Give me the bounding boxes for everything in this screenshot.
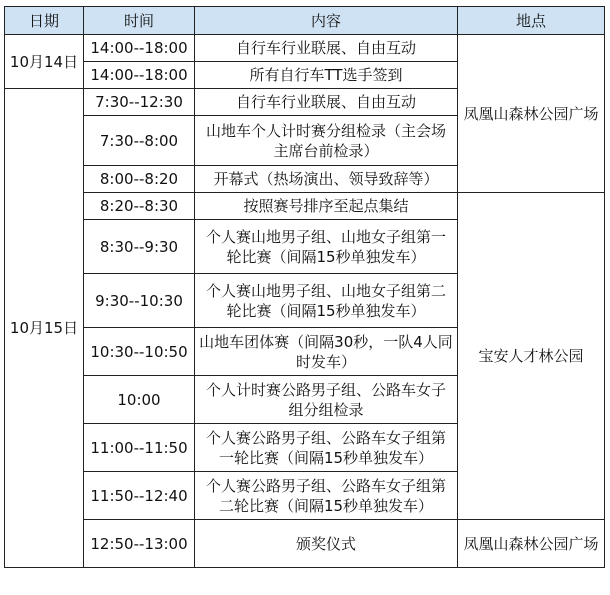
header-date: 日期 xyxy=(5,7,84,35)
place-cell: 凤凰山森林公园广场 xyxy=(458,35,605,193)
content-cell: 自行车行业联展、自由互动 xyxy=(195,89,458,116)
content-cell: 个人赛公路男子组、公路车女子组第二轮比赛（间隔15秒单独发车） xyxy=(195,472,458,520)
content-cell: 颁奖仪式 xyxy=(195,520,458,568)
date-cell: 10月14日 xyxy=(5,35,84,89)
time-cell: 7:30--8:00 xyxy=(84,116,195,166)
date-cell: 10月15日 xyxy=(5,89,84,568)
time-cell: 8:20--8:30 xyxy=(84,193,195,220)
place-cell: 宝安人才林公园 xyxy=(458,193,605,520)
time-cell: 11:00--11:50 xyxy=(84,424,195,472)
content-cell: 开幕式（热场演出、领导致辞等） xyxy=(195,166,458,193)
time-cell: 8:00--8:20 xyxy=(84,166,195,193)
time-cell: 14:00--18:00 xyxy=(84,62,195,89)
header-row xyxy=(5,7,605,35)
header-place: 地点 xyxy=(458,7,605,35)
time-cell: 7:30--12:30 xyxy=(84,89,195,116)
time-cell: 14:00--18:00 xyxy=(84,35,195,62)
content-cell: 所有自行车TT选手签到 xyxy=(195,62,458,89)
content-cell: 个人赛山地男子组、山地女子组第二轮比赛（间隔15秒单独发车） xyxy=(195,274,458,328)
time-cell: 11:50--12:40 xyxy=(84,472,195,520)
content-cell: 个人赛公路男子组、公路车女子组第一轮比赛（间隔15秒单独发车） xyxy=(195,424,458,472)
time-cell: 9:30--10:30 xyxy=(84,274,195,328)
time-cell: 10:00 xyxy=(84,376,195,424)
time-cell: 8:30--9:30 xyxy=(84,220,195,274)
time-cell: 12:50--13:00 xyxy=(84,520,195,568)
table-row xyxy=(5,520,605,568)
content-cell: 个人计时赛公路男子组、公路车女子组分组检录 xyxy=(195,376,458,424)
header-time: 时间 xyxy=(84,7,195,35)
content-cell: 个人赛山地男子组、山地女子组第一轮比赛（间隔15秒单独发车） xyxy=(195,220,458,274)
content-cell: 山地车团体赛（间隔30秒，一队4人同时发车） xyxy=(195,328,458,376)
place-cell: 凤凰山森林公园广场 xyxy=(458,520,605,568)
content-cell: 按照赛号排序至起点集结 xyxy=(195,193,458,220)
table-row xyxy=(5,35,605,62)
header-content: 内容 xyxy=(195,7,458,35)
content-cell: 自行车行业联展、自由互动 xyxy=(195,35,458,62)
schedule-table xyxy=(4,6,605,568)
content-cell: 山地车个人计时赛分组检录（主会场主席台前检录） xyxy=(195,116,458,166)
time-cell: 10:30--10:50 xyxy=(84,328,195,376)
table-row xyxy=(5,193,605,220)
